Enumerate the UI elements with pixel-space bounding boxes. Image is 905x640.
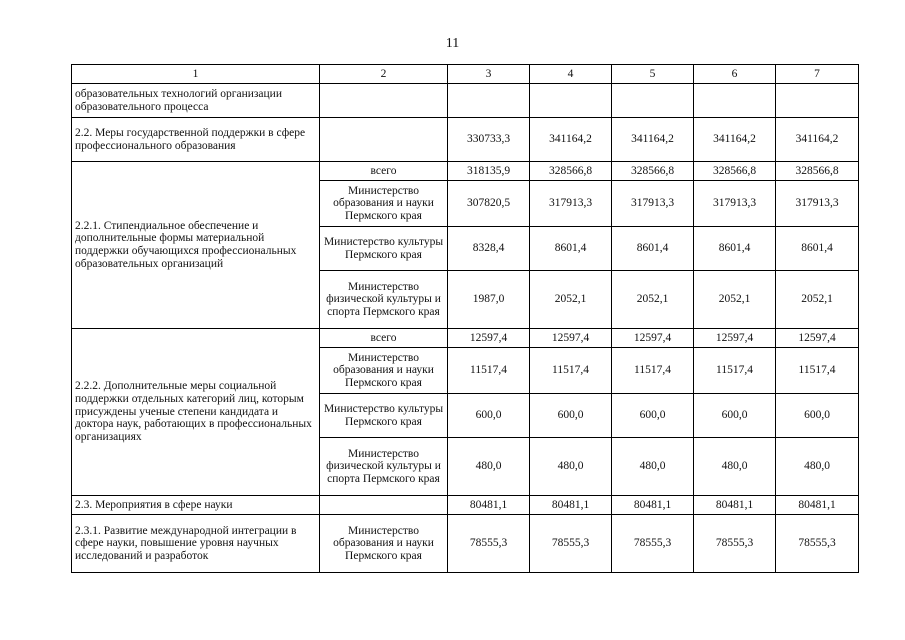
header-cell: 5 bbox=[612, 65, 694, 84]
value-cell bbox=[776, 84, 859, 118]
value-cell: 78555,3 bbox=[694, 515, 776, 573]
value-cell: 307820,5 bbox=[448, 181, 530, 227]
value-cell: 317913,3 bbox=[612, 181, 694, 227]
table-header-row bbox=[72, 65, 859, 84]
value-cell: 480,0 bbox=[776, 438, 859, 496]
value-cell: 78555,3 bbox=[530, 515, 612, 573]
value-cell: 328566,8 bbox=[612, 162, 694, 181]
value-cell: 2052,1 bbox=[530, 271, 612, 329]
value-cell: 12597,4 bbox=[776, 329, 859, 348]
value-cell: 480,0 bbox=[694, 438, 776, 496]
row-executor: Министерство образования и науки Пермского края bbox=[320, 181, 448, 227]
value-cell bbox=[530, 84, 612, 118]
value-cell: 80481,1 bbox=[530, 496, 612, 515]
value-cell: 600,0 bbox=[612, 394, 694, 438]
value-cell: 12597,4 bbox=[612, 329, 694, 348]
table-row bbox=[72, 162, 859, 181]
value-cell: 600,0 bbox=[694, 394, 776, 438]
row-executor: Министерство физической культуры и спорта Пермского края bbox=[320, 271, 448, 329]
header-cell: 6 bbox=[694, 65, 776, 84]
table-row bbox=[72, 515, 859, 573]
value-cell: 1987,0 bbox=[448, 271, 530, 329]
value-cell: 8601,4 bbox=[530, 227, 612, 271]
value-cell: 2052,1 bbox=[776, 271, 859, 329]
value-cell: 317913,3 bbox=[530, 181, 612, 227]
page-number: 11 bbox=[445, 36, 460, 51]
value-cell: 78555,3 bbox=[448, 515, 530, 573]
value-cell: 11517,4 bbox=[776, 348, 859, 394]
value-cell: 8601,4 bbox=[612, 227, 694, 271]
value-cell: 11517,4 bbox=[612, 348, 694, 394]
value-cell: 318135,9 bbox=[448, 162, 530, 181]
value-cell: 317913,3 bbox=[776, 181, 859, 227]
header-cell: 3 bbox=[448, 65, 530, 84]
table-row bbox=[72, 118, 859, 162]
header-cell: 4 bbox=[530, 65, 612, 84]
value-cell: 341164,2 bbox=[776, 118, 859, 162]
value-cell: 480,0 bbox=[448, 438, 530, 496]
value-cell: 317913,3 bbox=[694, 181, 776, 227]
value-cell: 78555,3 bbox=[776, 515, 859, 573]
value-cell: 80481,1 bbox=[776, 496, 859, 515]
value-cell: 600,0 bbox=[448, 394, 530, 438]
value-cell: 8601,4 bbox=[776, 227, 859, 271]
value-cell: 80481,1 bbox=[612, 496, 694, 515]
row-executor: всего bbox=[320, 329, 448, 348]
row-executor: всего bbox=[320, 162, 448, 181]
value-cell: 12597,4 bbox=[530, 329, 612, 348]
value-cell: 12597,4 bbox=[694, 329, 776, 348]
row-executor: Министерство образования и науки Пермского края bbox=[320, 348, 448, 394]
value-cell: 8601,4 bbox=[694, 227, 776, 271]
header-cell: 1 bbox=[72, 65, 320, 84]
row-executor: Министерство культуры Пермского края bbox=[320, 394, 448, 438]
value-cell: 80481,1 bbox=[448, 496, 530, 515]
row-executor bbox=[320, 84, 448, 118]
value-cell: 2052,1 bbox=[612, 271, 694, 329]
row-title: 2.3.1. Развитие международной интеграции в сфере науки, повышение уровня научных исследований и разработок bbox=[72, 515, 320, 573]
value-cell bbox=[612, 84, 694, 118]
table-row bbox=[72, 84, 859, 118]
value-cell: 11517,4 bbox=[530, 348, 612, 394]
row-executor bbox=[320, 118, 448, 162]
value-cell bbox=[448, 84, 530, 118]
value-cell: 328566,8 bbox=[776, 162, 859, 181]
value-cell: 328566,8 bbox=[694, 162, 776, 181]
value-cell: 11517,4 bbox=[448, 348, 530, 394]
budget-table bbox=[71, 64, 859, 573]
row-title: 2.3. Мероприятия в сфере науки bbox=[72, 496, 320, 515]
row-title: 2.2.2. Дополнительные меры социальной поддержки отдельных категорий лиц, которым присуждены ученые степени кандидата и доктора наук, работающих в профессиональных организациях bbox=[72, 329, 320, 496]
value-cell: 600,0 bbox=[776, 394, 859, 438]
value-cell: 480,0 bbox=[612, 438, 694, 496]
value-cell: 341164,2 bbox=[530, 118, 612, 162]
value-cell: 2052,1 bbox=[694, 271, 776, 329]
value-cell: 480,0 bbox=[530, 438, 612, 496]
value-cell: 80481,1 bbox=[694, 496, 776, 515]
table-row bbox=[72, 329, 859, 348]
row-executor: Министерство физической культуры и спорта Пермского края bbox=[320, 438, 448, 496]
row-title: 2.2.1. Стипендиальное обеспечение и дополнительные формы материальной поддержки обучающихся профессиональных образовательных организаций bbox=[72, 162, 320, 329]
value-cell bbox=[694, 84, 776, 118]
row-title: 2.2. Меры государственной поддержки в сфере профессионального образования bbox=[72, 118, 320, 162]
value-cell: 600,0 bbox=[530, 394, 612, 438]
value-cell: 330733,3 bbox=[448, 118, 530, 162]
header-cell: 7 bbox=[776, 65, 859, 84]
value-cell: 11517,4 bbox=[694, 348, 776, 394]
value-cell: 78555,3 bbox=[612, 515, 694, 573]
header-cell: 2 bbox=[320, 65, 448, 84]
value-cell: 8328,4 bbox=[448, 227, 530, 271]
value-cell: 12597,4 bbox=[448, 329, 530, 348]
row-executor bbox=[320, 496, 448, 515]
row-title: образовательных технологий организации образовательного процесса bbox=[72, 84, 320, 118]
table-row bbox=[72, 496, 859, 515]
value-cell: 341164,2 bbox=[612, 118, 694, 162]
value-cell: 341164,2 bbox=[694, 118, 776, 162]
row-executor: Министерство культуры Пермского края bbox=[320, 227, 448, 271]
value-cell: 328566,8 bbox=[530, 162, 612, 181]
row-executor: Министерство образования и науки Пермского края bbox=[320, 515, 448, 573]
